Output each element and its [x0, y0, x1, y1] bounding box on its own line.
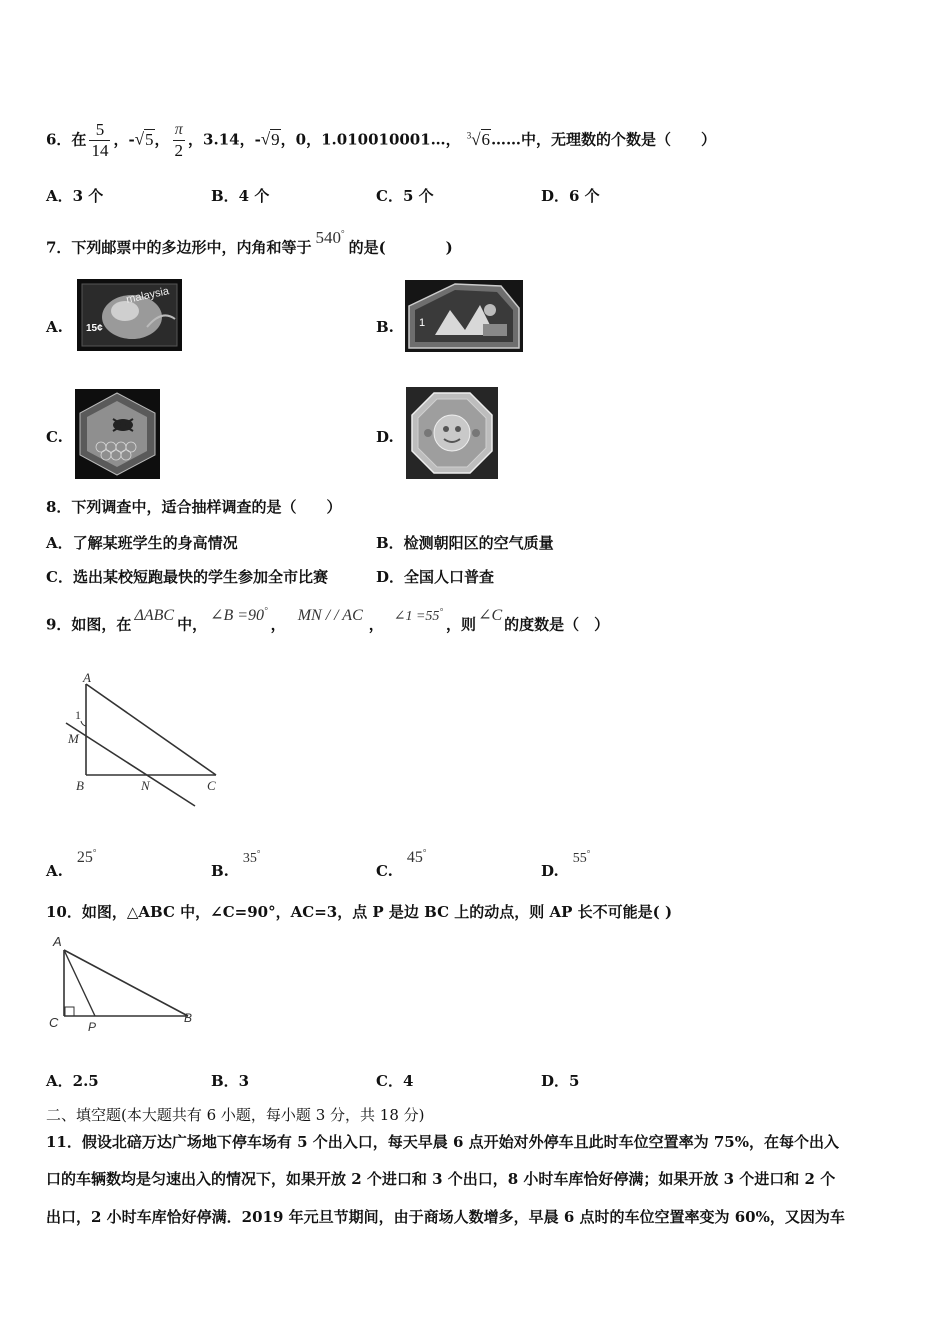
degree-mark: °: [586, 848, 591, 858]
q9-math-angle-c: ∠C: [478, 607, 503, 625]
option-letter: A.: [46, 862, 63, 881]
radicand: 9: [271, 129, 280, 149]
stamp-a-image[interactable]: [77, 279, 182, 351]
q6-tail-text: ……中，无理数的个数是（ ）: [491, 130, 717, 149]
q7-text-before: 7．下列邮票中的多边形中，内角和等于: [46, 238, 312, 257]
q11-line-3: 出口，2 小时车库恰好停满．2019 年元旦节期间，由于商场人数增多，早晨 6 点时的车位空置率变为 60%，又因为车: [46, 1208, 845, 1226]
q7-label-d[interactable]: D.: [376, 428, 394, 446]
q9-option-c[interactable]: [376, 845, 427, 881]
section-heading-fill-in: 二、填空题(本大题共有 6 小题，每小题 3 分，共 18 分): [46, 1106, 425, 1124]
degree-mark: °: [340, 228, 345, 238]
degree-mark: °: [422, 848, 427, 858]
q9-math-parallel: MN / / AC: [297, 607, 363, 625]
segment-ap: [64, 950, 95, 1016]
q9-option-d[interactable]: [541, 845, 591, 880]
q7-stem: [46, 228, 453, 258]
degree-mark: °: [439, 606, 444, 617]
q6-option-b[interactable]: B．4 个: [211, 187, 270, 205]
fraction-numerator: π: [173, 120, 186, 141]
label-a: A: [83, 670, 91, 685]
q10-option-a[interactable]: A．2.5: [46, 1072, 99, 1090]
q7-label-b[interactable]: B.: [376, 318, 394, 336]
q9-text-4: ，: [368, 615, 384, 634]
option-letter: B.: [211, 861, 229, 880]
cube-root-6: $^3$√6: [466, 129, 491, 149]
sqrt-9: √9: [260, 129, 280, 149]
q6-option-a[interactable]: A．3 个: [46, 187, 104, 205]
angle-sum-value: 540: [315, 227, 341, 247]
label-m: M: [68, 731, 79, 746]
q6-number: 6．在: [46, 130, 87, 149]
q8-option-b[interactable]: B．检测朝阳区的空气质量: [376, 534, 554, 552]
q8-option-a[interactable]: A．了解某班学生的身高情况: [46, 534, 238, 552]
q10-figure: [45, 932, 205, 1037]
angle-value: 45: [406, 849, 423, 867]
q10-option-c[interactable]: C．4: [376, 1072, 414, 1090]
label-a: A: [53, 934, 62, 949]
q9-option-d-value: [572, 848, 591, 866]
stamp-d-graphic: [406, 387, 498, 479]
sqrt-5: √5: [134, 129, 154, 149]
separator: ，: [154, 130, 170, 149]
q9-stem: [46, 602, 609, 638]
label-b: B: [184, 1011, 193, 1025]
label-b: B: [76, 778, 84, 793]
q10-option-d[interactable]: D．5: [541, 1072, 580, 1090]
segment-ab: [64, 950, 188, 1016]
q6-option-c[interactable]: C．5 个: [376, 187, 434, 205]
stamp-b-value: 1: [419, 317, 426, 329]
q9-math-triangle: ΔABC: [134, 607, 175, 625]
radicand: 6: [481, 129, 491, 149]
q7-math-540: [315, 228, 344, 247]
q9-text-2: 中，: [177, 615, 208, 634]
label-p: P: [88, 1020, 97, 1034]
segment-ac: [86, 684, 216, 775]
q9-option-a-value: [77, 849, 97, 866]
stamp-d-image[interactable]: [406, 387, 498, 479]
fraction-pi-2: [173, 120, 186, 161]
q9-angle-1-value: ∠1 =55: [393, 609, 440, 625]
q9-option-c-value: [407, 849, 427, 866]
fraction-5-14: [89, 120, 110, 161]
option-letter: D.: [541, 861, 559, 880]
label-c: C: [207, 778, 216, 793]
fraction-numerator: 5: [89, 120, 110, 141]
q9-option-b-value: [242, 848, 261, 866]
q7-label-a[interactable]: A.: [46, 318, 63, 336]
angle-value: 55: [572, 850, 587, 866]
q6-option-d[interactable]: D．6 个: [541, 187, 600, 205]
q9-figure: [55, 668, 230, 808]
q6-middle-text: ，3.14，-: [188, 130, 261, 149]
q10-stem: 10．如图，△ABC 中，∠C=90°，AC=3，点 P 是边 BC 上的动点，则 AP 长不可能是( ): [46, 903, 673, 921]
stamp-c-graphic: [75, 389, 160, 479]
separator: ，: [113, 130, 129, 149]
q9-option-b[interactable]: [211, 845, 261, 880]
fraction-denominator: 2: [174, 141, 184, 161]
label-1: 1: [75, 708, 81, 722]
q11-line-2: 口的车辆数均是匀速出入的情况下，如果开放 2 个进口和 3 个出口，8 小时车库恰好停满；如果开放 3 个进口和 2 个: [46, 1170, 836, 1188]
q9-text-1: 9．如图，在: [46, 615, 132, 634]
q9-option-a[interactable]: [46, 845, 97, 881]
stamp-a-graphic: [77, 279, 182, 351]
stamp-b-image[interactable]: [405, 280, 523, 352]
degree-mark: °: [264, 606, 268, 616]
angle-value: 25: [76, 849, 93, 867]
q11-line-1: 11．假设北碚万达广场地下停车场有 5 个出入口，每天早晨 6 点开始对外停车且此时车位空置率为 75%，在每个出入: [46, 1133, 839, 1151]
right-angle-mark: [65, 1007, 74, 1016]
stamp-a-value: 15¢: [86, 323, 103, 334]
degree-mark: °: [92, 848, 97, 858]
q6-middle-text-2: ，0，1.010010001…，: [280, 130, 461, 149]
q6-stem: [46, 104, 716, 166]
q9-math-angle-b: [210, 607, 268, 624]
root-index: 3: [466, 130, 472, 140]
q9-math-angle-1: [393, 606, 444, 625]
angle-value: 35: [242, 850, 257, 866]
label-c: C: [49, 1015, 59, 1030]
option-letter: C.: [376, 862, 393, 881]
label-n: N: [141, 778, 150, 793]
q9-text-6: 的度数是（ ）: [504, 615, 610, 634]
minus-sign: -: [128, 130, 135, 149]
q9-angle-b-value: ∠B =90: [210, 607, 265, 625]
q9-text-3: ，: [270, 615, 286, 634]
degree-mark: °: [256, 848, 261, 858]
q8-option-c[interactable]: C．选出某校短跑最快的学生参加全市比赛: [46, 568, 328, 586]
radicand: 5: [145, 129, 154, 149]
stamp-c-image[interactable]: [75, 389, 160, 479]
stamp-a-country-text: malaysia: [125, 285, 171, 306]
q9-text-5: ，则: [446, 615, 477, 634]
q8-option-d[interactable]: D．全国人口普查: [376, 568, 495, 586]
q10-option-b[interactable]: B．3: [211, 1072, 250, 1090]
q7-text-after: 的是( ): [348, 238, 453, 257]
q7-label-c[interactable]: C.: [46, 428, 63, 446]
stamp-b-graphic: [405, 280, 523, 352]
fraction-denominator: 14: [91, 141, 109, 161]
q8-stem: 8．下列调查中，适合抽样调查的是（ ）: [46, 498, 342, 516]
